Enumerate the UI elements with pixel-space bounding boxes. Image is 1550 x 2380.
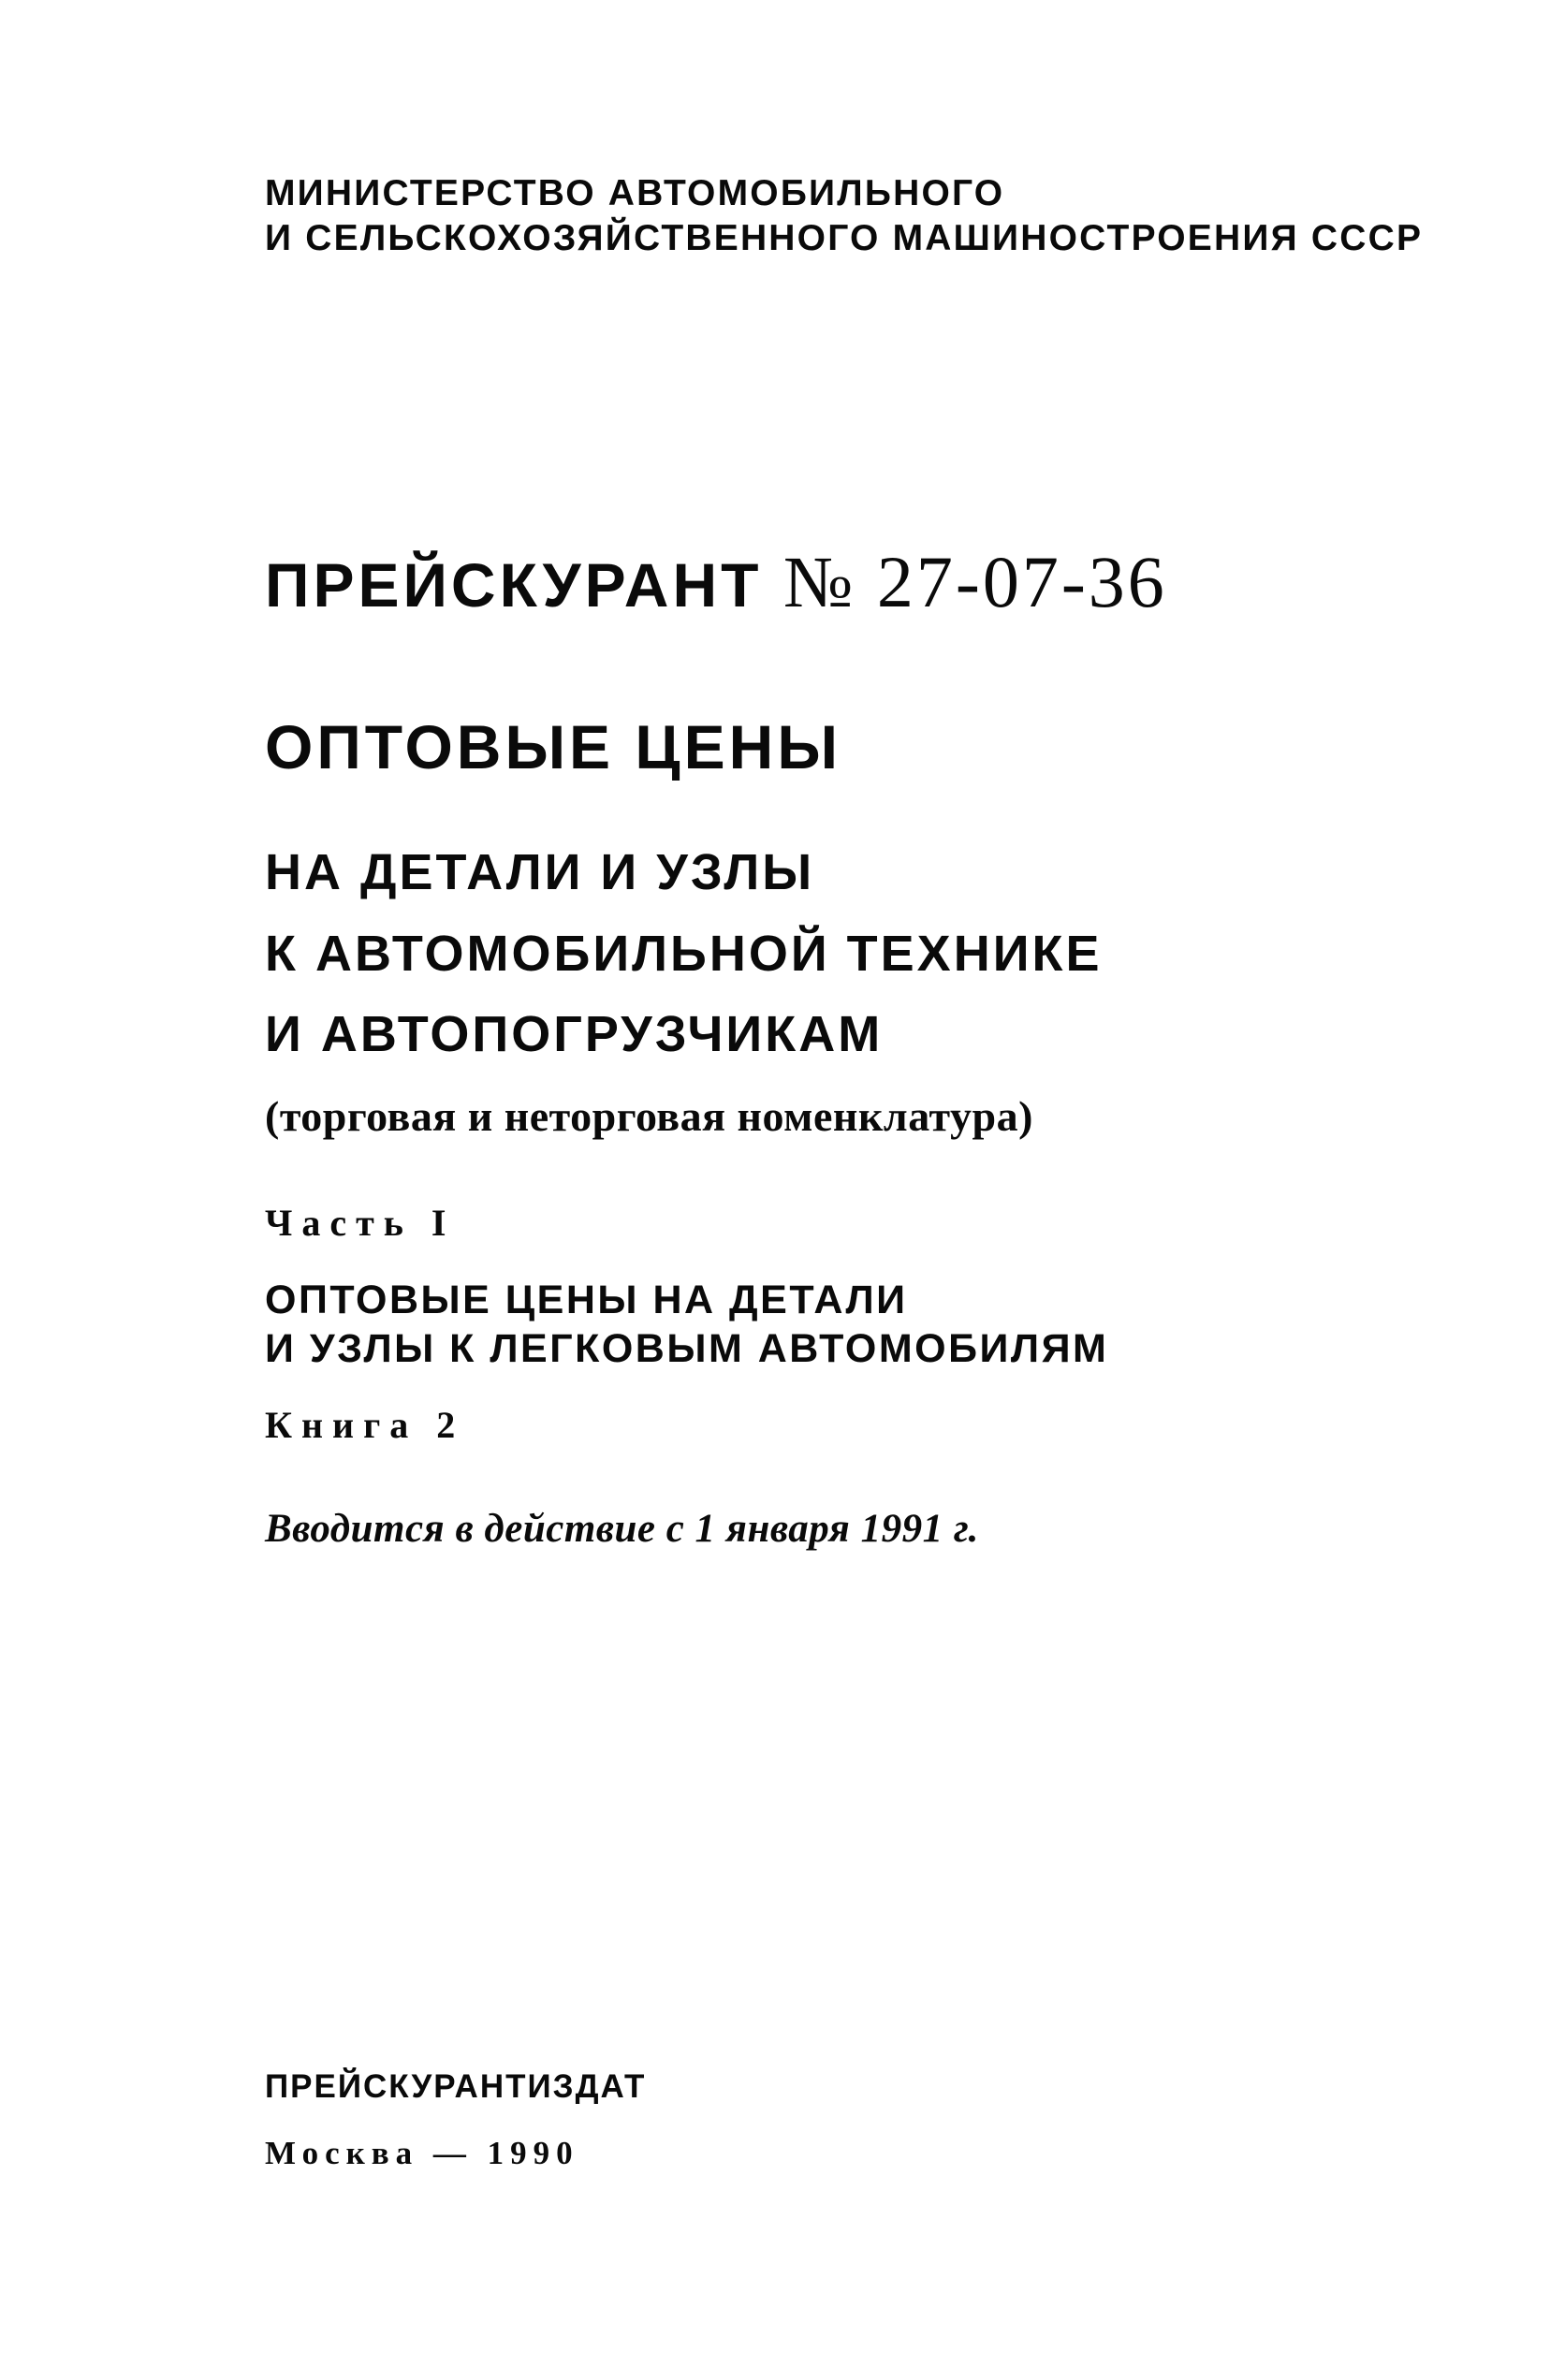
part-title-line-1: ОПТОВЫЕ ЦЕНЫ НА ДЕТАЛИ (265, 1278, 908, 1322)
pricelist-prefix: ПРЕЙСКУРАНТ (265, 550, 763, 620)
ministry-line-2: И СЕЛЬСКОХОЗЯЙСТВЕННОГО МАШИНОСТРОЕНИЯ СССР (265, 218, 1424, 258)
pricelist-title (265, 541, 1167, 622)
scope-line-2: К АВТОМОБИЛЬНОЙ ТЕХНИКЕ (265, 926, 1103, 982)
main-title: ОПТОВЫЕ ЦЕНЫ (265, 712, 841, 781)
publisher-city-year: Москва — 1990 (265, 2135, 579, 2171)
part-label: Часть I (265, 1202, 456, 1244)
ministry-line-1: МИНИСТЕРСТВО АВТОМОБИЛЬНОГО (265, 173, 1005, 213)
nomenclature-subtitle: (торговая и неторговая номенклатура) (265, 1092, 1033, 1140)
pricelist-number: № 27-07-36 (782, 541, 1167, 622)
effective-date-note: Вводится в действие с 1 января 1991 г. (265, 1507, 979, 1551)
part-title-line-2: И УЗЛЫ К ЛЕГКОВЫМ АВТОМОБИЛЯМ (265, 1326, 1109, 1371)
scope-line-3: И АВТОПОГРУЗЧИКАМ (265, 1006, 884, 1062)
scope-line-1: НА ДЕТАЛИ И УЗЛЫ (265, 844, 815, 900)
publisher-name: ПРЕЙСКУРАНТИЗДАТ (265, 2068, 647, 2105)
book-label: Книга 2 (265, 1404, 465, 1446)
